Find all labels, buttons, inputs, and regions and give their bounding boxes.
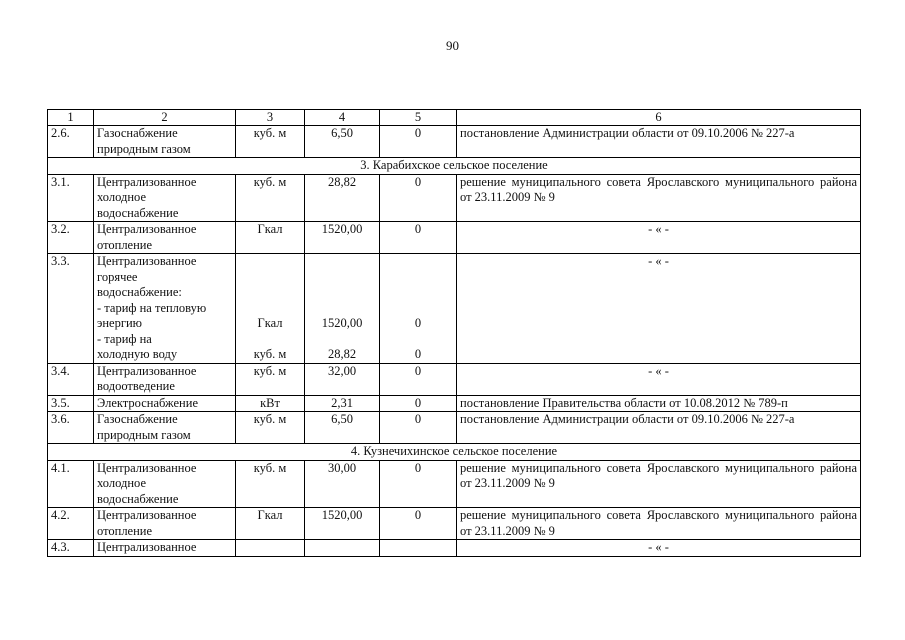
legal-basis: постановление Администрации области от 09.10.2006 № 227-а <box>457 412 861 444</box>
row-number: 3.4. <box>48 363 94 395</box>
zero-value: 0 <box>380 412 457 444</box>
service-name: Централизованное холодное водоснабжение <box>94 460 236 508</box>
unit: куб. м <box>236 412 305 444</box>
header-cell: 2 <box>94 110 236 126</box>
tariff: 2,31 <box>305 395 380 412</box>
table-row <box>48 222 861 254</box>
table-row <box>48 126 861 158</box>
unit: Гкал <box>236 222 305 254</box>
service-name: Централизованное холодное водоснабжение <box>94 174 236 222</box>
unit <box>236 254 305 364</box>
tariff <box>305 254 380 364</box>
table-row <box>48 254 861 364</box>
unit: кВт <box>236 395 305 412</box>
service-name: Электроснабжение <box>94 395 236 412</box>
unit: Гкал <box>236 508 305 540</box>
zero-value: 0 <box>380 174 457 222</box>
ditto-mark: - « - <box>457 363 861 395</box>
zero-value: 0 <box>380 222 457 254</box>
service-name: Централизованное отопление <box>94 508 236 540</box>
zero-value: 0 <box>380 363 457 395</box>
legal-basis: решение муниципального совета Ярославского муниципального района от 23.11.2009 № 9 <box>457 460 861 508</box>
legal-basis: постановление Правительства области от 10.08.2012 № 789-п <box>457 395 861 412</box>
row-number: 3.2. <box>48 222 94 254</box>
tariff: 6,50 <box>305 126 380 158</box>
page-number: 90 <box>446 38 459 53</box>
table-row <box>48 395 861 412</box>
service-name: Газоснабжение природным газом <box>94 412 236 444</box>
section-title: 3. Карабихское сельское поселение <box>48 158 861 175</box>
tariff: 1520,00 <box>305 222 380 254</box>
zero-value: 0 <box>380 126 457 158</box>
legal-basis: постановление Администрации области от 09.10.2006 № 227-а <box>457 126 861 158</box>
tariff <box>305 540 380 557</box>
section-row <box>48 158 861 175</box>
legal-basis: решение муниципального совета Ярославского муниципального района от 23.11.2009 № 9 <box>457 174 861 222</box>
header-cell: 1 <box>48 110 94 126</box>
header-cell: 6 <box>457 110 861 126</box>
row-number: 3.3. <box>48 254 94 364</box>
header-cell: 4 <box>305 110 380 126</box>
zero-heat: 0 <box>414 316 422 330</box>
unit: куб. м <box>236 174 305 222</box>
table-row <box>48 540 861 557</box>
row-number: 4.1. <box>48 460 94 508</box>
zero-water: 0 <box>414 346 422 361</box>
row-number: 3.6. <box>48 412 94 444</box>
unit-water: куб. м <box>253 346 287 361</box>
zero-value: 0 <box>380 395 457 412</box>
tariff: 1520,00 <box>305 508 380 540</box>
service-name: Централизованное водоотведение <box>94 363 236 395</box>
ditto-mark: - « - <box>457 254 861 364</box>
table-row <box>48 174 861 222</box>
zero-value <box>380 540 457 557</box>
legal-basis: решение муниципального совета Ярославского муниципального района от 23.11.2009 № 9 <box>457 508 861 540</box>
service-name: Централизованное <box>94 540 236 557</box>
zero-value <box>380 254 457 364</box>
row-number: 3.5. <box>48 395 94 412</box>
ditto-mark: - « - <box>457 222 861 254</box>
zero-value: 0 <box>380 508 457 540</box>
unit-heat: Гкал <box>257 316 283 330</box>
tariff-water: 28,82 <box>327 346 357 361</box>
tariff-table <box>47 109 861 557</box>
tariff: 6,50 <box>305 412 380 444</box>
unit: куб. м <box>236 460 305 508</box>
service-name: Централизованное отопление <box>94 222 236 254</box>
ditto-mark: - « - <box>457 540 861 557</box>
tariff: 30,00 <box>305 460 380 508</box>
table-row <box>48 412 861 444</box>
row-number: 4.3. <box>48 540 94 557</box>
table-row <box>48 363 861 395</box>
header-cell: 3 <box>236 110 305 126</box>
zero-value: 0 <box>380 460 457 508</box>
unit <box>236 540 305 557</box>
section-title: 4. Кузнечихинское сельское поселение <box>48 444 861 461</box>
section-row <box>48 444 861 461</box>
unit: куб. м <box>236 363 305 395</box>
tariff-heat: 1520,00 <box>321 316 363 330</box>
tariff: 32,00 <box>305 363 380 395</box>
row-number: 2.6. <box>48 126 94 158</box>
row-number: 3.1. <box>48 174 94 222</box>
service-name: Централизованное горячее водоснабжение: - тариф на тепловую энергию - тариф на холодную воду <box>94 254 236 364</box>
tariff: 28,82 <box>305 174 380 222</box>
header-cell: 5 <box>380 110 457 126</box>
table-row <box>48 460 861 508</box>
service-name: Газоснабжение природным газом <box>94 126 236 158</box>
row-number: 4.2. <box>48 508 94 540</box>
unit: куб. м <box>236 126 305 158</box>
table-header-row <box>48 110 861 126</box>
table-row <box>48 508 861 540</box>
